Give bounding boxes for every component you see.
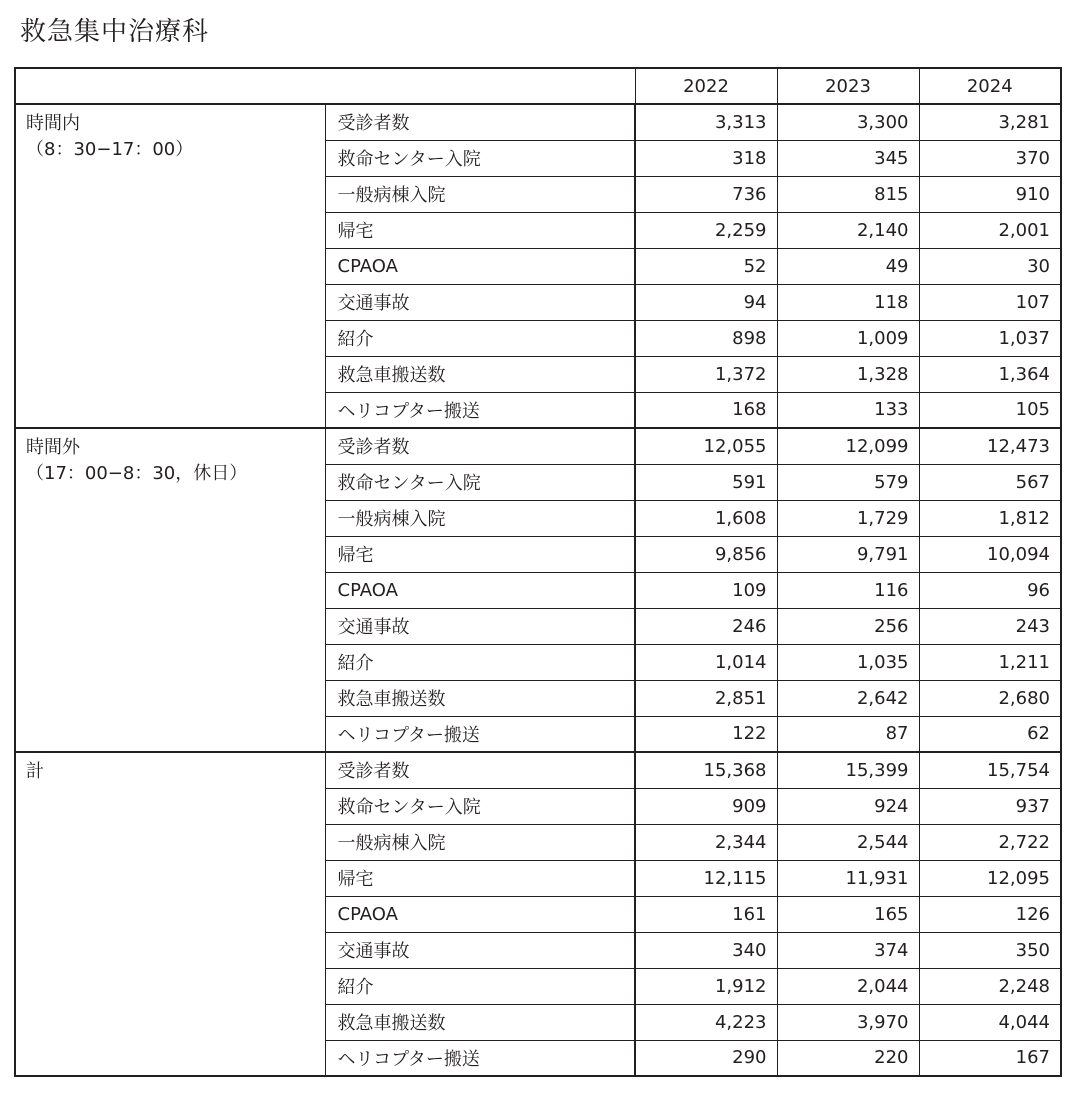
value-cell-2023: 815 (777, 176, 919, 212)
value-cell-2022: 2,259 (635, 212, 777, 248)
value-cell-2022: 318 (635, 140, 777, 176)
value-cell-2023: 345 (777, 140, 919, 176)
row-item-label: 交通事故 (325, 932, 635, 968)
group-label: 時間外 (26, 437, 80, 458)
value-cell-2022: 109 (635, 572, 777, 608)
row-item-label: ヘリコプター搬送 (325, 392, 635, 428)
value-cell-2024: 107 (919, 284, 1061, 320)
row-item-label: 帰宅 (325, 212, 635, 248)
value-cell-2024: 910 (919, 176, 1061, 212)
value-cell-2024: 350 (919, 932, 1061, 968)
value-cell-2022: 2,851 (635, 680, 777, 716)
group-label: 時間内 (26, 113, 80, 134)
value-cell-2024: 62 (919, 716, 1061, 752)
year-header: 2023 (777, 68, 919, 104)
value-cell-2024: 2,248 (919, 968, 1061, 1004)
table-row (15, 752, 1061, 788)
group-label-cell (15, 428, 325, 752)
row-item-label: 一般病棟入院 (325, 824, 635, 860)
value-cell-2024: 370 (919, 140, 1061, 176)
table-row (15, 428, 1061, 464)
value-cell-2022: 1,014 (635, 644, 777, 680)
row-item-label: 救命センター入院 (325, 788, 635, 824)
group-time-range: （8：30−17：00） (26, 139, 194, 160)
row-item-label: 受診者数 (325, 104, 635, 140)
table-body (15, 104, 1061, 1076)
value-cell-2024: 30 (919, 248, 1061, 284)
value-cell-2024: 4,044 (919, 1004, 1061, 1040)
value-cell-2023: 2,044 (777, 968, 919, 1004)
value-cell-2024: 1,364 (919, 356, 1061, 392)
value-cell-2023: 220 (777, 1040, 919, 1076)
value-cell-2023: 49 (777, 248, 919, 284)
row-item-label: 帰宅 (325, 860, 635, 896)
table-row (15, 104, 1061, 140)
value-cell-2022: 591 (635, 464, 777, 500)
row-item-label: 救急車搬送数 (325, 680, 635, 716)
value-cell-2022: 340 (635, 932, 777, 968)
value-cell-2024: 1,037 (919, 320, 1061, 356)
group-label-cell (15, 104, 325, 428)
value-cell-2022: 3,313 (635, 104, 777, 140)
value-cell-2022: 4,223 (635, 1004, 777, 1040)
row-item-label: 救命センター入院 (325, 464, 635, 500)
value-cell-2024: 10,094 (919, 536, 1061, 572)
row-item-label: 受診者数 (325, 752, 635, 788)
value-cell-2022: 2,344 (635, 824, 777, 860)
value-cell-2024: 105 (919, 392, 1061, 428)
row-item-label: ヘリコプター搬送 (325, 716, 635, 752)
value-cell-2023: 1,035 (777, 644, 919, 680)
row-item-label: ヘリコプター搬送 (325, 1040, 635, 1076)
value-cell-2023: 15,399 (777, 752, 919, 788)
statistics-table (14, 67, 1062, 1077)
row-item-label: 紹介 (325, 644, 635, 680)
value-cell-2022: 246 (635, 608, 777, 644)
value-cell-2023: 3,970 (777, 1004, 919, 1040)
row-item-label: CPAOA (325, 572, 635, 608)
value-cell-2023: 1,729 (777, 500, 919, 536)
value-cell-2024: 2,680 (919, 680, 1061, 716)
value-cell-2024: 2,722 (919, 824, 1061, 860)
value-cell-2022: 736 (635, 176, 777, 212)
row-item-label: CPAOA (325, 896, 635, 932)
value-cell-2024: 1,211 (919, 644, 1061, 680)
row-item-label: 受診者数 (325, 428, 635, 464)
value-cell-2023: 924 (777, 788, 919, 824)
value-cell-2022: 898 (635, 320, 777, 356)
row-item-label: 救命センター入院 (325, 140, 635, 176)
value-cell-2024: 126 (919, 896, 1061, 932)
value-cell-2023: 374 (777, 932, 919, 968)
group-time-range: （17：00−8：30，休日） (26, 463, 248, 484)
value-cell-2024: 243 (919, 608, 1061, 644)
value-cell-2023: 9,791 (777, 536, 919, 572)
value-cell-2024: 567 (919, 464, 1061, 500)
value-cell-2023: 133 (777, 392, 919, 428)
value-cell-2024: 2,001 (919, 212, 1061, 248)
value-cell-2023: 12,099 (777, 428, 919, 464)
value-cell-2023: 11,931 (777, 860, 919, 896)
value-cell-2024: 937 (919, 788, 1061, 824)
value-cell-2022: 9,856 (635, 536, 777, 572)
table-header-row (15, 68, 1061, 104)
page-title: 救急集中治療科 (20, 17, 210, 47)
value-cell-2023: 1,328 (777, 356, 919, 392)
value-cell-2022: 12,055 (635, 428, 777, 464)
year-header: 2022 (635, 68, 777, 104)
value-cell-2023: 579 (777, 464, 919, 500)
row-item-label: 交通事故 (325, 608, 635, 644)
value-cell-2022: 168 (635, 392, 777, 428)
value-cell-2024: 96 (919, 572, 1061, 608)
value-cell-2024: 1,812 (919, 500, 1061, 536)
value-cell-2023: 116 (777, 572, 919, 608)
value-cell-2022: 290 (635, 1040, 777, 1076)
row-item-label: 救急車搬送数 (325, 1004, 635, 1040)
value-cell-2024: 167 (919, 1040, 1061, 1076)
value-cell-2022: 1,372 (635, 356, 777, 392)
value-cell-2023: 165 (777, 896, 919, 932)
value-cell-2023: 3,300 (777, 104, 919, 140)
value-cell-2022: 12,115 (635, 860, 777, 896)
value-cell-2023: 2,642 (777, 680, 919, 716)
row-item-label: 交通事故 (325, 284, 635, 320)
value-cell-2022: 52 (635, 248, 777, 284)
year-header: 2024 (919, 68, 1061, 104)
group-label: 計 (26, 761, 44, 782)
value-cell-2024: 15,754 (919, 752, 1061, 788)
value-cell-2023: 87 (777, 716, 919, 752)
row-item-label: 紹介 (325, 320, 635, 356)
value-cell-2023: 1,009 (777, 320, 919, 356)
value-cell-2022: 161 (635, 896, 777, 932)
value-cell-2022: 15,368 (635, 752, 777, 788)
header-corner-cell (15, 68, 635, 104)
row-item-label: 帰宅 (325, 536, 635, 572)
value-cell-2024: 12,095 (919, 860, 1061, 896)
value-cell-2023: 118 (777, 284, 919, 320)
value-cell-2022: 1,912 (635, 968, 777, 1004)
value-cell-2023: 2,140 (777, 212, 919, 248)
value-cell-2024: 12,473 (919, 428, 1061, 464)
group-label-cell (15, 752, 325, 1076)
row-item-label: 一般病棟入院 (325, 500, 635, 536)
value-cell-2023: 2,544 (777, 824, 919, 860)
value-cell-2022: 94 (635, 284, 777, 320)
value-cell-2022: 122 (635, 716, 777, 752)
value-cell-2023: 256 (777, 608, 919, 644)
row-item-label: 救急車搬送数 (325, 356, 635, 392)
value-cell-2024: 3,281 (919, 104, 1061, 140)
row-item-label: 紹介 (325, 968, 635, 1004)
value-cell-2022: 909 (635, 788, 777, 824)
row-item-label: CPAOA (325, 248, 635, 284)
row-item-label: 一般病棟入院 (325, 176, 635, 212)
value-cell-2022: 1,608 (635, 500, 777, 536)
